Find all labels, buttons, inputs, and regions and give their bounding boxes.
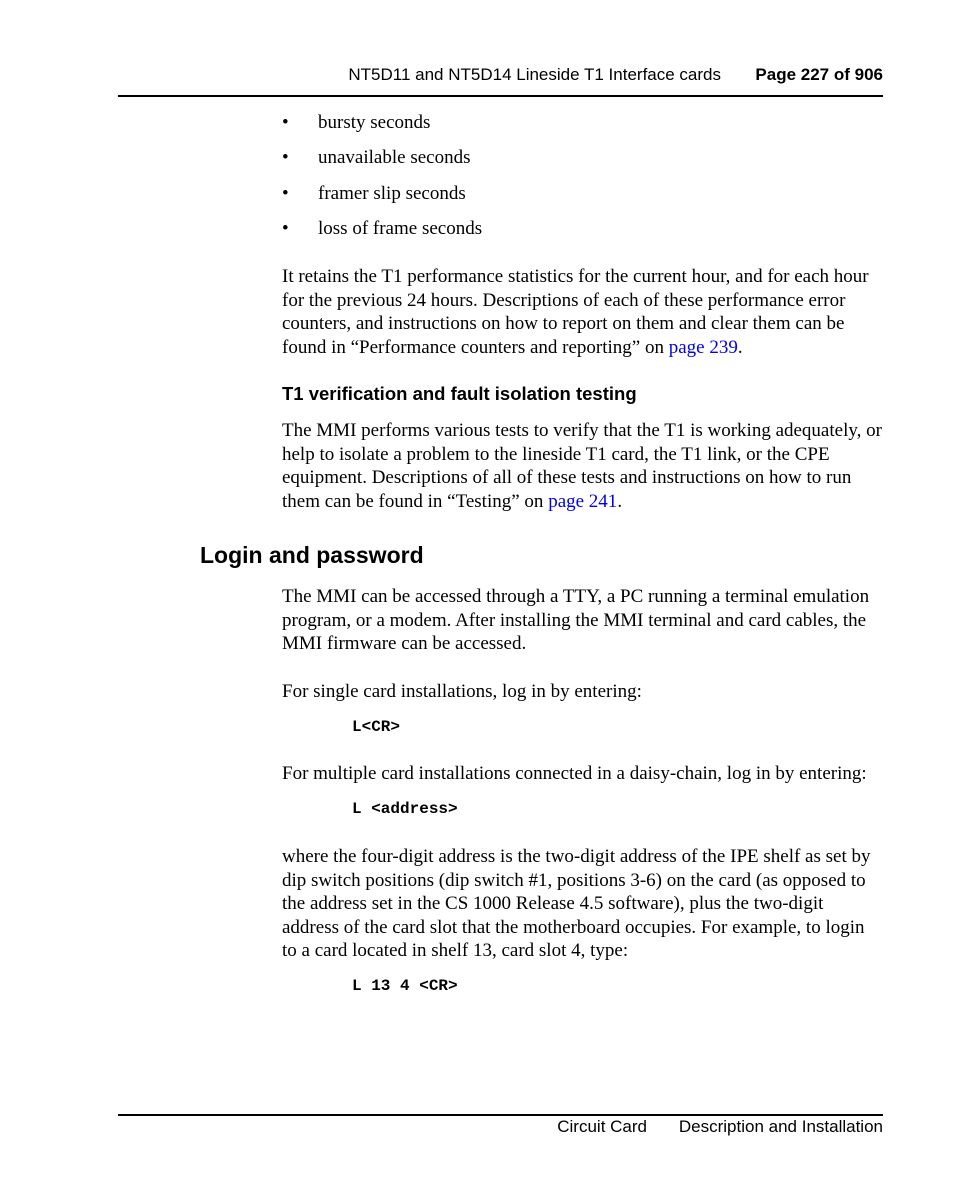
footer-book-subtitle: Description and Installation — [678, 1117, 883, 1136]
document-title: NT5D11 and NT5D14 Lineside T1 Interface cards — [348, 65, 721, 84]
list-item: • unavailable seconds — [282, 147, 471, 169]
bullet-icon: • — [282, 217, 289, 239]
example-login-command: L 13 4 <CR> — [352, 977, 458, 995]
single-card-login-command: L<CR> — [352, 718, 401, 736]
list-item: • bursty seconds — [282, 112, 431, 133]
mmi-access-paragraph: The MMI can be accessed through a TTY, a PC running a terminal emulation program, or a modem. After installing the MMI terminal and card cables, the MMI firmware can be accessed. — [282, 586, 870, 654]
page-241-link[interactable]: page 241 — [548, 490, 618, 512]
list-item: • framer slip seconds — [282, 182, 466, 204]
single-card-instruction: For single card installations, log in by entering: — [282, 681, 642, 702]
bullet-icon: • — [282, 147, 289, 169]
multi-card-login-command: L <address> — [352, 800, 458, 818]
login-password-heading: Login and password — [200, 542, 424, 568]
error-counter-list — [282, 111, 482, 252]
t1-verification-heading: T1 verification and fault isolation testing — [282, 383, 637, 404]
footer-divider — [118, 1114, 883, 1116]
footer-book-title: Circuit Card — [557, 1117, 647, 1136]
performance-statistics-paragraph: It retains the T1 performance statistics for the current hour, and for each hour for the previous 24 hours. Descriptions of each of these performance error counters, and instructions on how to report on them and clear them can be found in “Performance counters and reporting” on page 239. — [282, 266, 869, 358]
multi-card-instruction: For multiple card installations connected in a daisy-chain, log in by entering: — [282, 763, 867, 784]
address-description-paragraph: where the four-digit address is the two-digit address of the IPE shelf as set by dip switch positions (dip switch #1, positions 3-6) on the card (as opposed to the address set in the CS 1000 Release 4.5 software), plus the two-digit address of the card slot that the motherboard occupies. For example, to login to a card located in shelf 13, card slot 4, type: — [282, 846, 871, 961]
bullet-icon: • — [282, 182, 289, 204]
t1-verification-paragraph: The MMI performs various tests to verify that the T1 is working adequately, or help to isolate a problem to the lineside T1 card, the T1 link, or the CPE equipment. Descriptions of all of these tests and instructions on how to run them can be found in “Testing” on page 241. — [282, 420, 882, 512]
bullet-icon: • — [282, 112, 289, 133]
page-number: Page 227 of 906 — [755, 65, 883, 84]
header-divider — [118, 95, 883, 97]
page-239-link[interactable]: page 239 — [668, 336, 738, 358]
list-item: • loss of frame seconds — [282, 217, 483, 239]
